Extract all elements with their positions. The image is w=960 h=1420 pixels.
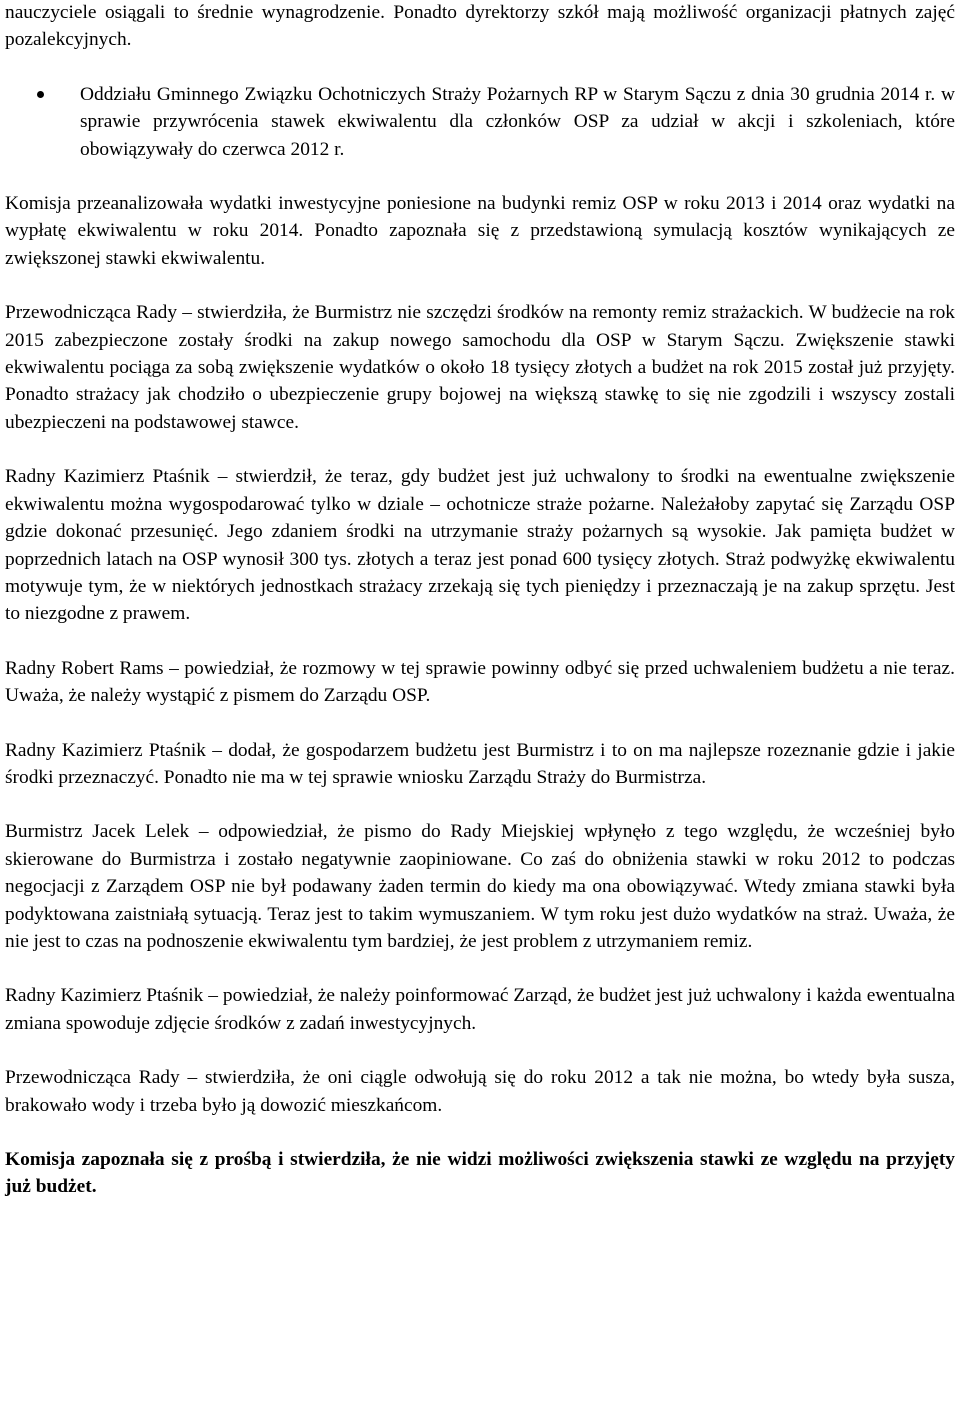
- paragraph-ptasnik-3: Radny Kazimierz Ptaśnik – powiedział, że należy poinformować Zarząd, że budżet jest już uchwalony i każda ewentualna zmiana spowoduje zdjęcie środków z zadań inwestycyjnych.: [5, 985, 955, 1034]
- paragraph-przewodniczaca-2: Przewodnicząca Rady – stwierdziła, że oni ciągle odwołują się do roku 2012 a tak nie można, bo wtedy była susza, brakowało wody i trzeba było ją dowozić mieszkańcom.: [5, 1067, 955, 1116]
- paragraph-komisja: Komisja przeanalizowała wydatki inwestycyjne poniesione na budynki remiz OSP w roku 2013 i 2014 oraz wydatki na wypłatę ekwiwalentu w roku 2014. Ponadto zapoznała się z przedstawioną symulacją kosztów wynikających ze zwiększonej stawki ekwiwalentu.: [5, 193, 955, 269]
- paragraph-przewodniczaca-1: Przewodnicząca Rady – stwierdziła, że Burmistrz nie szczędzi środków na remonty remiz strażackich. W budżecie na rok 2015 zabezpieczone zostały środki na zakup nowego samochodu dla OSP w Starym Sączu. Zwiększenie stawki ekwiwalentu pociąga za sobą zwiększenie wydatków o około 18 tysięcy złotych a budżet na rok 2015 został już przyjęty. Ponadto strażacy jak chodziło o ubezpieczenie grupy bojowej na większą stawkę to się nie zgodzili i wszyscy zostali ubezpieczeni na podstawowej stawce.: [5, 302, 955, 433]
- bullet-icon: [37, 91, 44, 98]
- paragraph-lelek: Burmistrz Jacek Lelek – odpowiedział, że pismo do Rady Miejskiej wpłynęło z tego względu, że wcześniej było skierowane do Burmistrza i zostało negatywnie zaopiniowane. Co zaś do obniżenia stawki w roku 2012 to podczas negocjacji z Zarządem OSP nie był podawany żaden termin do kiedy ma ona obowiązywać. Wtedy zmiana stawki była podyktowana zaistniałą sytuacją. Teraz jest to takim wymuszaniem. W tym roku jest dużo wydatków na straż. Uważa, że nie jest to czas na podnoszenie ekwiwalentu tym bardziej, że jest problem z utrzymaniem remiz.: [5, 821, 955, 952]
- paragraph-ptasnik-1: Radny Kazimierz Ptaśnik – stwierdził, że teraz, gdy budżet jest już uchwalony to środki na ewentualne zwiększenie ekwiwalentu można wygospodarować tylko w dziale – ochotnicze straże pożarne. Należałoby zapytać się Zarządu OSP gdzie dokonać przesunięć. Jego zdaniem środki na utrzymanie straży pożarnych są wysokie. Jak pamięta budżet w poprzednich latach na OSP wynosił 300 tys. złotych a teraz jest ponad 600 tysięcy złotych. Straż podwyżkę ekwiwalentu motywuje tym, że w niektórych jednostkach strażacy zrzekają się tych pieniędzy i przeznaczają je na zakup sprzętu. Jest to niezgodne z prawem.: [5, 466, 955, 625]
- paragraph-ptasnik-2: Radny Kazimierz Ptaśnik – dodał, że gospodarzem budżetu jest Burmistrz i to on ma najlepsze rozeznanie gdzie i jakie środki przeznaczyć. Ponadto nie ma w tej sprawie wniosku Zarządu Straży do Burmistrza.: [5, 739, 955, 788]
- bullet-text: Oddziału Gminnego Związku Ochotniczych Straży Pożarnych RP w Starym Sączu z dnia 30 grudnia 2014 r. w sprawie przywrócenia stawek ekwiwalentu dla członków OSP za udział w akcji i szkoleniach, które obowiązywały do czerwca 2012 r.: [80, 83, 955, 160]
- document-page: [5, 0, 955, 1201]
- paragraph-intro: nauczyciele osiągali to średnie wynagrodzenie. Ponadto dyrektorzy szkół mają możliwość organizacji płatnych zajęć pozalekcyjnych.: [5, 2, 955, 51]
- bullet-list-item: [5, 81, 955, 163]
- paragraph-conclusion: Komisja zapoznała się z prośbą i stwierdziła, że nie widzi możliwości zwiększenia stawki ze względu na przyjęty już budżet.: [5, 1149, 955, 1198]
- paragraph-rams: Radny Robert Rams – powiedział, że rozmowy w tej sprawie powinny odbyć się przed uchwaleniem budżetu a nie teraz. Uważa, że należy wystąpić z pismem do Zarządu OSP.: [5, 657, 955, 707]
